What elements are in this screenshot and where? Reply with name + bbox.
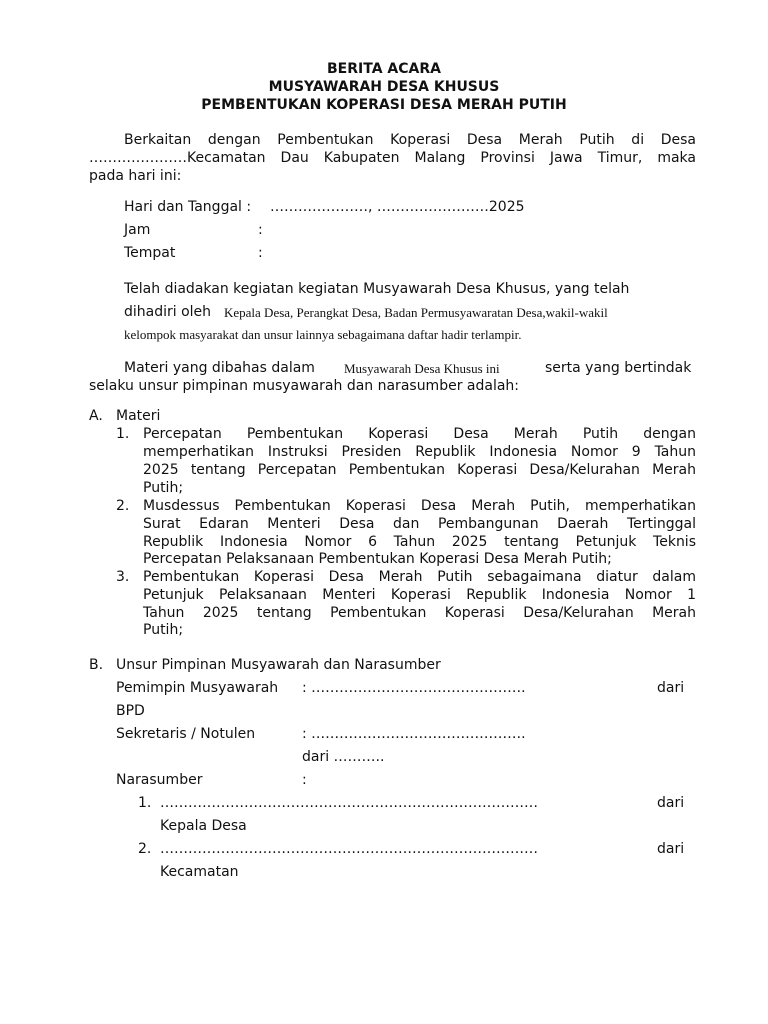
- jam-colon: :: [258, 222, 263, 238]
- pemimpin-label: Pemimpin Musyawarah: [116, 680, 279, 696]
- narasumber-number: 2.: [138, 841, 152, 857]
- sekretaris-value: : ……………………………………….: [302, 726, 526, 742]
- document-title-line-3: PEMBENTUKAN KOPERASI DESA MERAH PUTIH: [201, 97, 567, 113]
- materi-item-line: Musdessus Pembentukan Koperasi Desa Merah Putih, memperhatikan: [143, 498, 696, 514]
- materi-item-line: Republik Indonesia Nomor 6 Tahun 2025 tentang Petunjuk Teknis: [143, 534, 696, 550]
- hari-tanggal-label: Hari dan Tanggal :: [124, 199, 252, 215]
- materi-item-number: 1.: [116, 426, 130, 442]
- pemimpin-dari: dari: [657, 680, 685, 696]
- narasumber-origin: Kecamatan: [160, 864, 239, 880]
- materi-item-line: Surat Edaran Menteri Desa dan Pembangunan Daerah Tertinggal: [143, 516, 696, 532]
- document-title-line-1: BERITA ACARA: [327, 61, 441, 77]
- section-b-marker: B.: [89, 657, 104, 673]
- materi-item-line: Percepatan Pembentukan Koperasi Desa Merah Putih dengan: [143, 426, 696, 442]
- materi-item-line: Percepatan Pelaksanaan Pembentukan Koperasi Desa Merah Putih;: [143, 551, 612, 567]
- narasumber-label: Narasumber: [116, 772, 203, 788]
- materi-intro-line-2: selaku unsur pimpinan musyawarah dan narasumber adalah:: [89, 378, 520, 394]
- materi-intro-line-1a: Materi yang dibahas dalam: [124, 360, 315, 376]
- materi-item-line: Pembentukan Koperasi Desa Merah Putih sebagaimana diatur dalam: [143, 569, 696, 585]
- materi-item-line: Putih;: [143, 480, 184, 496]
- narasumber-dari: dari: [657, 795, 685, 811]
- jam-label: Jam: [124, 222, 151, 238]
- narasumber-colon: :: [302, 772, 307, 788]
- section-b-heading: Unsur Pimpinan Musyawarah dan Narasumber: [116, 657, 441, 673]
- pemimpin-value: : ……………………………………….: [302, 680, 526, 696]
- section-a-marker: A.: [89, 408, 103, 424]
- sekretaris-dari: dari ………..: [302, 749, 385, 765]
- hari-tanggal-value: …………………, ……………………2025: [270, 199, 525, 215]
- intro-line-1: Berkaitan dengan Pembentukan Koperasi Desa Merah Putih di Desa: [124, 132, 696, 148]
- intro-line-3: pada hari ini:: [89, 168, 182, 184]
- kegiatan-line-2b: Kepala Desa, Perangkat Desa, Badan Permusyawaratan Desa,wakil-wakil: [224, 305, 608, 320]
- kegiatan-line-1: Telah diadakan kegiatan kegiatan Musyawarah Desa Khusus, yang telah: [124, 281, 630, 297]
- narasumber-dots: ………………………………………………………………………: [160, 795, 538, 811]
- materi-item-number: 3.: [116, 569, 130, 585]
- sekretaris-label: Sekretaris / Notulen: [116, 726, 256, 742]
- intro-line-2: …………………Kecamatan Dau Kabupaten Malang Provinsi Jawa Timur, maka: [89, 150, 696, 166]
- materi-item-number: 2.: [116, 498, 130, 514]
- materi-item-line: 2025 tentang Percepatan Pembentukan Koperasi Desa/Kelurahan Merah: [143, 462, 696, 478]
- narasumber-number: 1.: [138, 795, 152, 811]
- materi-item-line: Petunjuk Pelaksanaan Menteri Koperasi Republik Indonesia Nomor 1: [143, 587, 696, 603]
- materi-intro-line-1b: Musyawarah Desa Khusus ini: [344, 361, 500, 376]
- materi-item-line: memperhatikan Instruksi Presiden Republik Indonesia Nomor 9 Tahun: [143, 444, 696, 460]
- narasumber-dots: ………………………………………………………………………: [160, 841, 538, 857]
- tempat-label: Tempat: [124, 245, 176, 261]
- section-a-heading: Materi: [116, 408, 161, 424]
- materi-item-line: Tahun 2025 tentang Pembentukan Koperasi Desa/Kelurahan Merah: [143, 605, 696, 621]
- narasumber-origin: Kepala Desa: [160, 818, 247, 834]
- kegiatan-line-3: kelompok masyarakat dan unsur lainnya sebagaimana daftar hadir terlampir.: [124, 327, 522, 342]
- narasumber-dari: dari: [657, 841, 685, 857]
- materi-intro-line-1c: serta yang bertindak: [545, 360, 692, 376]
- kegiatan-line-2a: dihadiri oleh: [124, 304, 212, 320]
- tempat-colon: :: [258, 245, 263, 261]
- pemimpin-bpd: BPD: [116, 703, 145, 719]
- materi-item-line: Putih;: [143, 622, 184, 638]
- document-title-line-2: MUSYAWARAH DESA KHUSUS: [268, 79, 500, 95]
